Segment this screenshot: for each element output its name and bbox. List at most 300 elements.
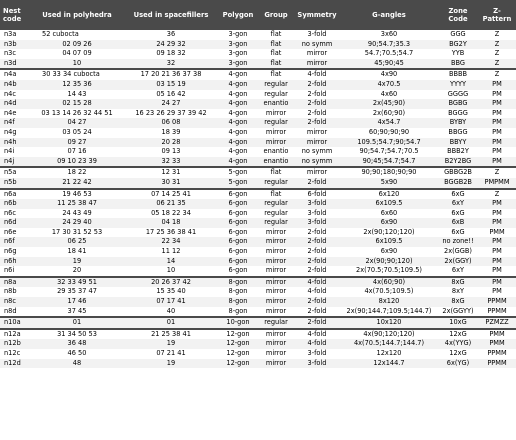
cell-nest-code: n12c	[4, 349, 21, 357]
cell-spacefillers: 40	[166, 306, 176, 315]
cell-g-angles: 6x109.5	[340, 199, 438, 209]
cell-spacefillers: 32 33	[124, 157, 218, 168]
cell-nest-code: n3c	[4, 49, 16, 58]
cell-g-angles: 4x(90;120;120)	[340, 329, 438, 340]
cell-polyhedra: 01	[30, 317, 124, 329]
cell-spacefillers: 18 39	[161, 127, 181, 136]
cell-spacefillers: 05 16 42	[156, 89, 186, 98]
cell-nest-code: n12b	[0, 339, 30, 349]
cell-polyhedra: 30 33 34 cubocta	[30, 69, 124, 80]
cell-polygon: 8-gon	[228, 306, 248, 315]
table-row	[0, 80, 516, 90]
cell-polygon: 8-gon	[218, 277, 258, 288]
cell-nest-code: n4j	[0, 157, 30, 168]
cell-group: regular	[258, 118, 294, 128]
cell-group: regular	[264, 208, 288, 217]
cell-group: flat	[258, 69, 294, 80]
cell-nest-code: n4a	[0, 69, 30, 80]
cell-group: flat	[270, 30, 282, 38]
cell-g-angles: 12x144.7	[340, 359, 438, 369]
cell-polyhedra: 12 35 36	[30, 80, 124, 90]
cell-polygon: 6-gon	[228, 227, 248, 236]
cell-zone-code: 6xG	[438, 189, 478, 200]
cell-polygon: 4-gon	[228, 127, 248, 136]
cell-spacefillers: 05 18 22 34	[151, 208, 191, 217]
cell-symmetry: 2-fold	[294, 297, 340, 307]
cell-zone-code: BBB2Y	[447, 147, 469, 156]
cell-group: enantio	[263, 147, 289, 156]
cell-nest-code: n10a	[0, 317, 30, 329]
cell-z-pattern: PM	[492, 108, 502, 117]
cell-group: mirror	[265, 266, 287, 275]
cell-g-angles: 109.5;54.7;90;54.7	[340, 138, 438, 148]
table-row	[0, 218, 516, 228]
cell-group: mirror	[265, 227, 287, 236]
cell-nest-code: n8a	[0, 277, 30, 288]
cell-polygon: 12-gon	[218, 329, 258, 340]
cell-g-angles: 4x(60;90)	[340, 277, 438, 288]
cell-g-angles: 90;90;180;90;90	[340, 167, 438, 178]
cell-g-angles: 4x90	[340, 69, 438, 80]
cell-group: mirror	[258, 339, 294, 349]
table-row	[0, 237, 516, 247]
table-row	[0, 138, 516, 148]
cell-z-pattern: PM	[478, 138, 516, 148]
cell-spacefillers: 15 35 40	[156, 287, 186, 296]
cell-nest-code: n4d	[0, 99, 30, 109]
cell-g-angles: 6x90	[340, 218, 438, 228]
cell-zone-code: GGG	[450, 30, 466, 38]
table-row	[0, 266, 516, 277]
cell-symmetry: 2-fold	[294, 237, 340, 247]
header-used-in-polyhedra: Used in polyhedra	[30, 0, 124, 30]
cell-g-angles: 4x60	[380, 89, 398, 98]
cell-g-angles: 4x70.5	[340, 80, 438, 90]
cell-polyhedra: 17 30 31 52 53	[51, 227, 103, 236]
cell-nest-code: n6g	[4, 247, 17, 256]
table-row	[0, 359, 516, 369]
table-row	[0, 209, 516, 219]
cell-zone-code: 6xB	[438, 218, 478, 228]
cell-z-pattern: PM	[478, 99, 516, 109]
cell-spacefillers: 09 13	[161, 147, 181, 156]
cell-polyhedra: 52 cubocta	[42, 30, 79, 38]
cell-polyhedra: 32 33 49 51	[30, 277, 124, 288]
cell-group: mirror	[258, 138, 294, 148]
cell-zone-code: 8xG	[438, 277, 478, 288]
cell-polyhedra: 48	[30, 359, 124, 369]
cell-zone-code: 8xG	[438, 297, 478, 307]
cell-symmetry: mirror	[294, 167, 340, 178]
cell-symmetry: mirror	[306, 127, 328, 136]
cell-polyhedra: 03 13 14 26 32 44 51	[41, 108, 113, 117]
cell-polyhedra: 18 22	[30, 167, 124, 178]
cell-nest-code: n8d	[4, 306, 17, 315]
cell-nest-code: n6h	[0, 257, 30, 267]
cell-nest-code: n5a	[0, 167, 30, 178]
table-row	[0, 329, 516, 340]
cell-zone-code: BBBB	[438, 69, 478, 80]
cell-polygon: 3-gon	[228, 30, 248, 38]
cell-z-pattern: PM	[492, 208, 502, 217]
cell-spacefillers: 17 25 36 38 41	[145, 227, 197, 236]
cell-polygon: 6-gon	[218, 237, 258, 247]
table-row	[0, 297, 516, 307]
cell-g-angles: 6x109.5	[340, 237, 438, 247]
cell-group: mirror	[265, 349, 287, 357]
cell-z-pattern: PMM	[478, 339, 516, 349]
table-row	[0, 199, 516, 209]
cell-spacefillers: 24 27	[124, 99, 218, 109]
cell-symmetry: 2-fold	[294, 99, 340, 109]
cell-polyhedra: 37 45	[67, 306, 87, 315]
cell-nest-code: n3d	[0, 59, 30, 70]
cell-zone-code: 6xG	[451, 227, 465, 236]
header-polygon: Polygon	[218, 0, 258, 30]
cell-polygon: 4-gon	[228, 108, 248, 117]
cell-z-pattern: PM	[478, 218, 516, 228]
cell-zone-code: BBGG	[448, 127, 468, 136]
cell-g-angles: 10x120	[340, 317, 438, 329]
cell-zone-code: BGBG	[438, 99, 478, 109]
cell-nest-code: n4f	[0, 118, 30, 128]
cell-spacefillers: 21 25 38 41	[124, 329, 218, 340]
cell-spacefillers: 09 18 32	[156, 49, 186, 58]
cell-symmetry: 4-fold	[294, 69, 340, 80]
cell-group: mirror	[258, 277, 294, 288]
cell-z-pattern: PM	[478, 157, 516, 168]
cell-nest-code: n6b	[0, 199, 30, 209]
cell-polygon: 6-gon	[228, 266, 248, 275]
cell-nest-code: n3a	[4, 30, 17, 38]
cell-z-pattern: PMM	[489, 227, 505, 236]
table-row	[0, 40, 516, 50]
table-row	[0, 339, 516, 349]
cell-symmetry: 4-fold	[294, 277, 340, 288]
cell-spacefillers: 16 23 26 29 37 39 42	[135, 108, 207, 117]
cell-group: flat	[258, 59, 294, 70]
header-symmetry: Symmetry	[294, 0, 340, 30]
cell-g-angles: 12x120	[376, 349, 402, 357]
cell-polyhedra: 09 10 23 39	[30, 157, 124, 168]
cell-polyhedra: 03 05 24	[62, 127, 92, 136]
cell-zone-code: BGGG	[448, 108, 468, 117]
cell-nest-code: n4g	[4, 127, 17, 136]
cell-zone-code: 12xG	[449, 349, 467, 357]
cell-polyhedra: 24 43 49	[62, 208, 92, 217]
table-row	[0, 287, 516, 297]
cell-polyhedra: 20	[72, 266, 82, 275]
cell-symmetry: 3-fold	[294, 359, 340, 369]
cell-g-angles: 2x(90;120;120)	[363, 227, 415, 236]
cell-nest-code: n4i	[4, 147, 15, 156]
cell-polygon: 6-gon	[218, 257, 258, 267]
cell-z-pattern: PM	[492, 266, 502, 275]
cell-polyhedra: 24 29 40	[30, 218, 124, 228]
cell-zone-code: 8xY	[451, 287, 465, 296]
cell-z-pattern: PM	[492, 247, 502, 256]
cell-polygon: 12-gon	[218, 339, 258, 349]
table-row	[0, 317, 516, 329]
cell-spacefillers: 01	[124, 317, 218, 329]
table-row	[0, 49, 516, 59]
cell-spacefillers: 06 21 35	[124, 199, 218, 209]
cell-symmetry: 4-fold	[307, 287, 327, 296]
cell-symmetry: 3-fold	[294, 199, 340, 209]
cell-z-pattern: PM	[492, 89, 502, 98]
cell-zone-code: 2x(GGB)	[444, 247, 472, 256]
cell-g-angles: 2x(45;90)	[340, 99, 438, 109]
cell-symmetry: 3-fold	[307, 208, 327, 217]
cell-symmetry: 2-fold	[294, 257, 340, 267]
cell-z-pattern: PM	[492, 127, 502, 136]
table-row	[0, 90, 516, 100]
cell-polygon: 6-gon	[218, 189, 258, 200]
cell-zone-code: B2Y2BG	[438, 157, 478, 168]
cell-symmetry: 2-fold	[307, 266, 327, 275]
cell-symmetry: 2-fold	[307, 108, 327, 117]
cell-z-pattern: PM	[478, 237, 516, 247]
cell-polygon: 3-gon	[228, 49, 248, 58]
cell-symmetry: 2-fold	[294, 178, 340, 189]
cell-zone-code: BGGB2B	[438, 178, 478, 189]
cell-polygon: 4-gon	[218, 138, 258, 148]
cell-g-angles: 90;45;54.7;54.7	[340, 157, 438, 168]
cell-polyhedra: 19 46 53	[30, 189, 124, 200]
cell-group: mirror	[265, 108, 287, 117]
cell-z-pattern: PM	[478, 257, 516, 267]
cell-spacefillers: 07 17 41	[124, 297, 218, 307]
cell-polygon: 4-gon	[218, 118, 258, 128]
cell-g-angles: 54.7;70.5;54.7	[364, 49, 414, 58]
cell-polygon: 4-gon	[218, 99, 258, 109]
cell-nest-code: n3b	[0, 40, 30, 50]
cell-group: mirror	[258, 297, 294, 307]
cell-group: flat	[258, 167, 294, 178]
cell-nest-code: n8b	[4, 287, 17, 296]
cell-nest-code: n6a	[0, 189, 30, 200]
cell-polygon: 5-gon	[218, 167, 258, 178]
cell-symmetry: no symm	[294, 157, 340, 168]
cell-z-pattern: PMM	[478, 329, 516, 340]
cell-nest-code: n6e	[4, 227, 17, 236]
cell-group: mirror	[265, 127, 287, 136]
cell-z-pattern: PM	[478, 199, 516, 209]
cell-polyhedra: 14 43	[67, 89, 87, 98]
cell-group: mirror	[258, 257, 294, 267]
cell-symmetry: no symm	[294, 40, 340, 50]
header-nest-code: Nest code	[0, 0, 30, 30]
table-row	[0, 30, 516, 40]
cell-spacefillers: 11 12	[161, 247, 181, 256]
cell-g-angles: 2x(90;90;120)	[340, 257, 438, 267]
cell-zone-code: BYBY	[438, 118, 478, 128]
table-row	[0, 157, 516, 168]
cell-polygon: 4-gon	[228, 147, 248, 156]
cell-spacefillers: 10	[166, 266, 176, 275]
cell-nest-code: n6c	[4, 208, 16, 217]
cell-z-pattern: PM	[478, 118, 516, 128]
cell-g-angles: 4x(70.5;109.5)	[364, 287, 414, 296]
cell-zone-code: 4x(YYG)	[438, 339, 478, 349]
table-row	[0, 307, 516, 318]
cell-polygon: 6-gon	[228, 247, 248, 256]
cell-polyhedra: 04 07 09	[62, 49, 92, 58]
cell-z-pattern: PPMM	[478, 297, 516, 307]
cell-nest-code: n4e	[4, 108, 17, 117]
cell-zone-code: 6xY	[438, 199, 478, 209]
cell-polyhedra: 07 16	[67, 147, 87, 156]
cell-g-angles: 90;54.7;35.3	[340, 40, 438, 50]
cell-group: regular	[258, 178, 294, 189]
cell-group: regular	[264, 89, 288, 98]
cell-symmetry: 3-fold	[294, 218, 340, 228]
cell-spacefillers: 22 34	[124, 237, 218, 247]
cell-polygon: 12-gon	[226, 349, 250, 357]
cell-zone-code: 6xY	[451, 266, 465, 275]
cell-group: flat	[270, 49, 282, 58]
cell-polygon: 10-gon	[218, 317, 258, 329]
cell-z-pattern: PPMM	[487, 349, 507, 357]
cell-g-angles: 6x60	[380, 208, 398, 217]
cell-g-angles: 6x120	[340, 189, 438, 200]
table-row	[0, 257, 516, 267]
cell-polygon: 4-gon	[218, 157, 258, 168]
cell-symmetry: mirror	[306, 49, 328, 58]
cell-spacefillers: 20 26 37 42	[124, 277, 218, 288]
cell-g-angles: 4x54.7	[340, 118, 438, 128]
cell-nest-code: n12d	[0, 359, 30, 369]
cell-polygon: 6-gon	[218, 218, 258, 228]
cell-g-angles: 60;90;90;90	[368, 127, 410, 136]
cell-symmetry: 4-fold	[294, 329, 340, 340]
table-row	[0, 349, 516, 359]
cell-group: enantio	[258, 157, 294, 168]
header-g-angles: G-angles	[340, 0, 438, 30]
cell-spacefillers: 19	[124, 359, 218, 369]
cell-z-pattern: PM	[492, 147, 502, 156]
cell-g-angles: 2x(60;90)	[372, 108, 406, 117]
cell-spacefillers: 12 31	[124, 167, 218, 178]
cell-zone-code: YYYY	[438, 80, 478, 90]
table-row	[0, 247, 516, 257]
cell-polyhedra: 46 50	[67, 349, 87, 357]
cell-spacefillers: 32	[124, 59, 218, 70]
cell-symmetry: mirror	[294, 59, 340, 70]
cell-polyhedra: 18 41	[67, 247, 87, 256]
cell-symmetry: 2-fold	[294, 317, 340, 329]
cell-nest-code: n6f	[0, 237, 30, 247]
cell-group: mirror	[258, 237, 294, 247]
table-row	[0, 147, 516, 157]
cell-g-angles: 8x120	[340, 297, 438, 307]
cell-g-angles: 3x60	[380, 30, 398, 38]
cell-z-pattern: PZMZZ	[478, 317, 516, 329]
cell-z-pattern: Z	[478, 69, 516, 80]
cell-polyhedra: 11 25 38 47	[30, 199, 124, 209]
cell-z-pattern: Z	[478, 40, 516, 50]
cell-symmetry: 2-fold	[307, 247, 327, 256]
cell-polygon: 8-gon	[218, 297, 258, 307]
cell-spacefillers: 19	[124, 339, 218, 349]
cell-group: regular	[258, 80, 294, 90]
cell-polyhedra: 31 34 50 53	[30, 329, 124, 340]
cell-spacefillers: 07 14 25 41	[124, 189, 218, 200]
cell-z-pattern: Z	[494, 49, 500, 58]
cell-spacefillers: 20 28	[124, 138, 218, 148]
header-group: Group	[258, 0, 294, 30]
cell-zone-code: YYB	[451, 49, 465, 58]
cell-zone-code: no zone!!	[438, 237, 478, 247]
cell-g-angles: 4x(70.5;144.7;144.7)	[340, 339, 438, 349]
cell-z-pattern: Z	[478, 167, 516, 178]
cell-polyhedra: 02 09 26	[30, 40, 124, 50]
cell-z-pattern: Z	[494, 30, 500, 38]
cell-polyhedra: 17 46	[30, 297, 124, 307]
cell-polygon: 6-gon	[218, 199, 258, 209]
cell-nest-code: n6i	[4, 266, 15, 275]
cell-symmetry: 6-fold	[294, 189, 340, 200]
cell-z-pattern: PMPMM	[478, 178, 516, 189]
cell-nest-code: n4c	[4, 89, 16, 98]
cell-z-pattern: PM	[478, 277, 516, 288]
table-row	[0, 99, 516, 109]
cell-zone-code: GBBG2B	[438, 167, 478, 178]
table-row	[0, 228, 516, 238]
cell-symmetry: 2-fold	[294, 80, 340, 90]
cell-spacefillers: 24 29 32	[124, 40, 218, 50]
cell-group: mirror	[258, 329, 294, 340]
cell-group: regular	[258, 218, 294, 228]
cell-nest-code: n12a	[0, 329, 30, 340]
cell-spacefillers: 36	[166, 30, 176, 38]
cell-g-angles: 5x90	[340, 178, 438, 189]
cell-group: regular	[258, 317, 294, 329]
cell-polygon: 3-gon	[218, 40, 258, 50]
cell-group: flat	[258, 40, 294, 50]
cell-group: mirror	[258, 359, 294, 369]
table-row	[0, 118, 516, 128]
cell-nest-code: n4b	[0, 80, 30, 90]
cell-spacefillers: 04 18	[124, 218, 218, 228]
table-header	[0, 0, 516, 30]
cell-polygon: 3-gon	[218, 59, 258, 70]
cell-polygon: 5-gon	[218, 178, 258, 189]
cell-symmetry: 2-fold	[307, 227, 327, 236]
table-row	[0, 128, 516, 138]
cell-zone-code: 10xG	[438, 317, 478, 329]
cell-zone-code: BBYY	[438, 138, 478, 148]
cell-nest-code: n4h	[0, 138, 30, 148]
cell-group: enantio	[258, 99, 294, 109]
cell-spacefillers: 03 15 19	[124, 80, 218, 90]
cell-g-angles: 45;90;45	[340, 59, 438, 70]
cell-z-pattern: Z	[478, 59, 516, 70]
table-row	[0, 59, 516, 70]
cell-spacefillers: 14	[124, 257, 218, 267]
cell-zone-code: BG2Y	[438, 40, 478, 50]
cell-polyhedra: 36 48	[30, 339, 124, 349]
cell-z-pattern: PPMM	[478, 359, 516, 369]
table-row	[0, 178, 516, 189]
cell-g-angles: 2x(90;144.7;109.5;144.7)	[346, 306, 432, 315]
cell-symmetry: 2-fold	[307, 89, 327, 98]
table-row	[0, 69, 516, 80]
cell-polygon: 4-gon	[218, 69, 258, 80]
header-used-in-spacefillers: Used in spacefillers	[124, 0, 218, 30]
cell-polygon: 4-gon	[228, 89, 248, 98]
cell-symmetry: 3-fold	[307, 30, 327, 38]
